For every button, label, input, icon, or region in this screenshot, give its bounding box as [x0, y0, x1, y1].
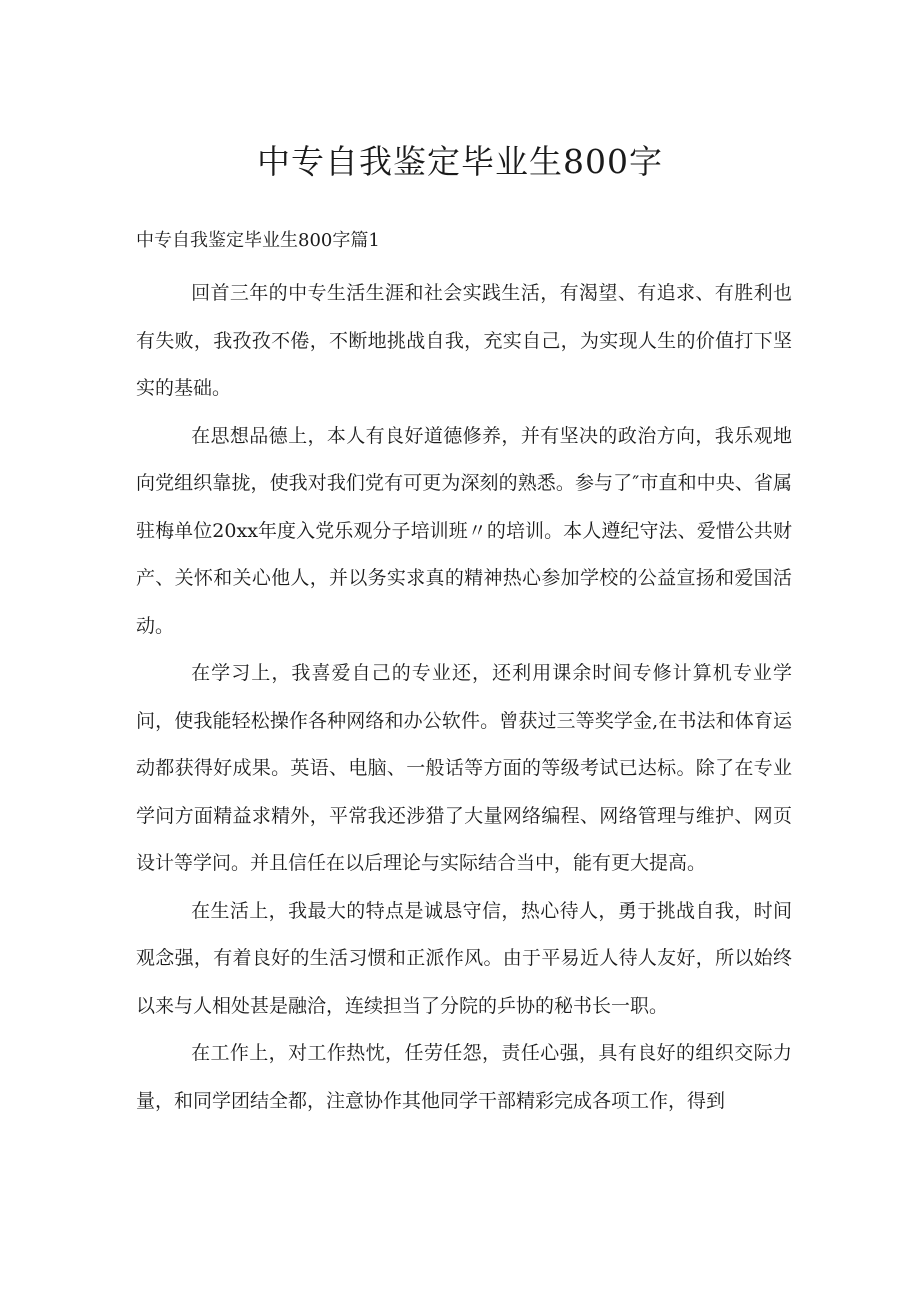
document-body — [136, 270, 792, 1125]
document-title: 中专自我鉴定毕业生800字 — [257, 142, 663, 181]
paragraph-study: 在学习上，我喜爱自己的专业还，还利用课余时间专修计算机专业学问，使我能轻松操作各种网络和办公软件。曾获过三等奖学金,在书法和体育运动都获得好成果。英语、电脑、一般话等方面的等级考试已达标。除了在专业学问方面精益求精外，平常我还涉猎了大量网络编程、网络管理与维护、网页设计等学问。并且信任在以后理论与实际结合当中，能有更大提高。 — [136, 662, 792, 874]
paragraph-work: 在工作上，对工作热忱，任劳任怨，责任心强，具有良好的组织交际力量，和同学团结全都，注意协作其他同学干部精彩完成各项工作，得到 — [136, 1042, 792, 1112]
paragraph-ideology: 在思想品德上，本人有良好道德修养，并有坚决的政治方向，我乐观地向党组织靠拢，使我对我们党有可更为深刻的熟悉。参与了″市直和中央、省属驻梅单位20xx年度入党乐观分子培训班〃的培训。本人遵纪守法、爱惜公共财产、关怀和关心他人，并以务实求真的精神热心参加学校的公益宣扬和爱国活动。 — [136, 424, 792, 637]
paragraph-life: 在生活上，我最大的特点是诚恳守信，热心待人，勇于挑战自我，时间观念强，有着良好的生活习惯和正派作风。由于平易近人待人友好，所以始终以来与人相处甚是融洽，连续担当了分院的乒协的秘书长一职。 — [136, 899, 792, 1017]
section-heading: 中专自我鉴定毕业生800字篇1 — [136, 230, 380, 251]
paragraph-intro: 回首三年的中专生活生涯和社会实践生活，有渴望、有追求、有胜利也有失败，我孜孜不倦，不断地挑战自我，充实自己，为实现人生的价值打下坚实的基础。 — [136, 282, 792, 399]
